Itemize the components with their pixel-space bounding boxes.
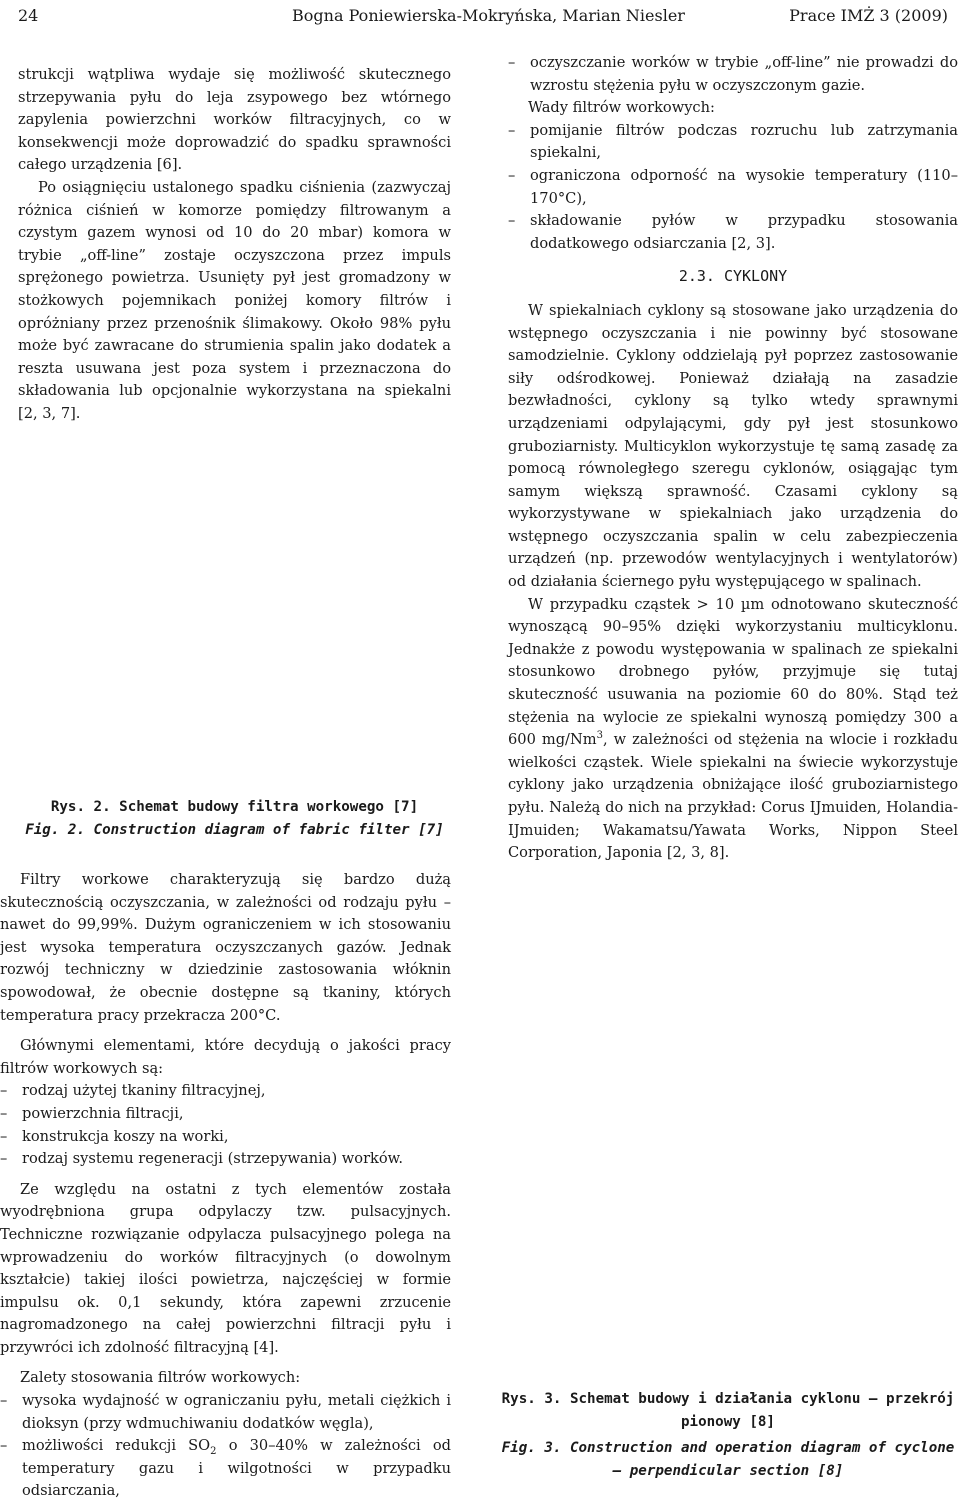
page-number: 24	[18, 6, 39, 25]
list-dash: –	[508, 212, 516, 230]
text-run: W przypadku cząstek > 10 µm odnotowano skuteczność wynoszącą 90–95% dzięki wykorzystaniu multicyklonu. Jednakże z powodu występowania w spalinach ze spiekalni stosunkowo drobnego pyłów, przyjmuje się tutaj skuteczność usuwania na poziomie 60 do 80%. Stąd też stężenia na wylocie ze spiekalni wynoszą pomiędzy 300 a 600 mg/Nm	[508, 595, 958, 749]
list-dash: –	[0, 1104, 8, 1122]
paragraph-pressure-drop: Po osiągnięciu ustalonego spadku ciśnienia (zazwyczaj różnica ciśnień w komorze pomiędzy filtrowanym a czystym gazem wynosi od 10 do 20 mbar) komora w trybie „off-line” zostaje oczyszczona przez impuls sprężonego powietrza. Usunięty pył jest gromadzony w stożkowych pojemnikach poniżej komory filtrów i opróżniany przez przenośnik ślimakowy. Około 98% pyłu może być zawracane do strumienia spalin jako dodatek a reszta usuwana jest poza system i przeznaczona do składowania lub opcjonalnie wykorzystana na spiekalni [2, 3, 7].	[18, 178, 451, 422]
section-heading-cyklony: 2.3. CYKLONY	[678, 267, 788, 286]
list-item-text: ograniczona odporność na wysokie temperatury (110–170°C),	[530, 166, 958, 207]
list-dash: –	[0, 1127, 8, 1145]
list-item-text: rodzaj użytej tkaniny filtracyjnej,	[22, 1082, 266, 1100]
list-dash: –	[0, 1082, 8, 1100]
running-header	[0, 0, 960, 30]
header-authors: Bogna Poniewierska-Mokryńska, Marian Niesler	[292, 6, 685, 25]
list-item-text: wysoka wydajność w ograniczaniu pyłu, metali ciężkich i dioksyn (przy wdmuchiwaniu dodatków węgla),	[22, 1392, 451, 1432]
list-item	[0, 1435, 451, 1503]
paragraph-elements-intro: Głównymi elementami, które decydują o jakości pracy filtrów workowych są:	[0, 1037, 451, 1077]
list-item	[0, 1390, 451, 1435]
list-item	[508, 210, 958, 255]
list-item-text: oczyszczanie worków w trybie „off-line” nie prowadzi do wzrostu stężenia pyłu w oczyszczonym gazie.	[530, 54, 958, 94]
paragraph-efficiency: Filtry workowe charakteryzują się bardzo dużą skutecznością oczyszczania, w zależności od rodzaju pyłu – nawet do 99,99%. Dużym ograniczeniem w ich stosowaniu jest wysoka temperatura oczyszczanych gazów. Jednak rozwój techniczny w dziedzinie zastosowania włóknin spowodował, że obecnie dostępne są tkaniny, których temperatura pracy przekracza 200°C.	[0, 871, 451, 1024]
left-column-bottom	[0, 869, 451, 1503]
list-item	[0, 1080, 451, 1103]
list-item-text	[22, 1437, 451, 1499]
left-column-top	[18, 64, 451, 426]
paragraph-continuation: strukcji wątpliwa wydaje się możliwość skutecznego strzepywania pyłu do leja zsypowego bez wtórnego zapylenia powierzchni worków filtracyjnych, co w konsekwencji może doprowadzić do spadku sprawności całego urządzenia [6].	[18, 66, 451, 174]
list-item	[508, 120, 958, 165]
wady-intro: Wady filtrów workowych:	[528, 99, 715, 117]
superscript: 3	[596, 730, 603, 742]
right-column-top	[508, 52, 958, 865]
list-dash: –	[0, 1150, 8, 1168]
figure-2-caption	[18, 796, 451, 841]
figure-2-caption-en: Fig. 2. Construction diagram of fabric filter [7]	[25, 821, 444, 838]
list-item-text: składowanie pyłów w przypadku stosowania dodatkowego odsiarczania [2, 3].	[530, 212, 958, 252]
list-item	[508, 165, 958, 210]
paragraph-cyclones: W spiekalniach cyklony są stosowane jako urządzenia do wstępnego oczyszczania i nie powinny być stosowane samodzielnie. Cyklony oddzielają pył poprzez zastosowanie siły odśrodkowej. Ponieważ działają na zasadzie bezwładności, cyklony są tylko wtedy sprawnymi urządzeniami odpylającymi, gdy pył jest stosunkowo gruboziarnisty. Multicyklon wykorzystuje tę samą zasadę za pomocą równoległego szeregu cyklonów, osiągając tym samym większą sprawność. Czasami cyklony są wykorzystywane w spiekalniach jako urządzenia do wstępnego oczyszczania spalin w celu zabezpieczenia urządzeń (np. przewodów wentylacyjnych i wentylatorów) od działania ściernego pyłu występującego w spalinach.	[508, 301, 958, 591]
header-journal: Prace IMŻ 3 (2009)	[789, 6, 948, 25]
list-item-text: powierzchnia filtracji,	[22, 1104, 184, 1122]
text-run: , w zależności od stężenia na wlocie i rozkładu wielkości cząstek. Wiele spiekalni na świecie wykorzystuje cyklony jako urządzenia obniżające ilość gruboziarnistego pyłu. Należą do nich na przykład: Corus IJmuiden, Holandia-IJmuiden; Wakamatsu/Yawata Works, Nippon Steel Corporation, Japonia [2, 3, 8].	[508, 731, 958, 862]
list-dash: –	[508, 166, 516, 184]
list-item	[0, 1103, 451, 1126]
list-dash: –	[508, 54, 516, 71]
list-item-text: pomijanie filtrów podczas rozruchu lub zatrzymania spiekalni,	[530, 121, 958, 162]
list-dash: –	[0, 1392, 8, 1410]
subscript: 2	[210, 1446, 217, 1458]
figure-3-caption	[500, 1388, 956, 1482]
list-dash: –	[508, 121, 516, 139]
paragraph-pulse-filters: Ze względu na ostatni z tych elementów została wyodrębniona grupa odpylaczy tzw. pulsacyjnych. Techniczne rozwiązanie odpylacza pulsacyjnego polega na wprowadzeniu do worków filtracyjnych (o dowolnym kształcie) takiej ilości powietrza, najczęściej w formie impulsu ok. 0,1 sekundy, która zapewni zrzucenie nagromadzonego na całej powierzchni filtracji pyłu i przywróci ich zdolność filtracyjną [4].	[0, 1180, 451, 1356]
list-item	[0, 1148, 451, 1171]
list-item-text: konstrukcja koszy na worki,	[22, 1127, 229, 1145]
list-item	[508, 52, 958, 97]
list-dash: –	[0, 1437, 8, 1455]
text-run: o 30–40% w zależności od temperatury gazu i wilgotności w przypadku odsiarczania,	[22, 1437, 451, 1500]
paragraph-multicyclone	[508, 594, 958, 865]
figure-2-caption-pl: Rys. 2. Schemat budowy filtra workowego [7]	[50, 799, 419, 815]
text-run: możliwości redukcji SO	[22, 1437, 211, 1455]
figure-3-caption-en: Fig. 3. Construction and operation diagram of cyclone – perpendicular section [8]	[501, 1440, 955, 1479]
figure-3-caption-pl: Rys. 3. Schemat budowy i działania cyklonu – przekrój pionowy [8]	[501, 1391, 955, 1430]
list-item	[0, 1126, 451, 1149]
list-item-text: rodzaj systemu regeneracji (strzepywania) worków.	[22, 1150, 404, 1168]
paragraph-advantages-intro: Zalety stosowania filtrów workowych:	[20, 1369, 301, 1387]
